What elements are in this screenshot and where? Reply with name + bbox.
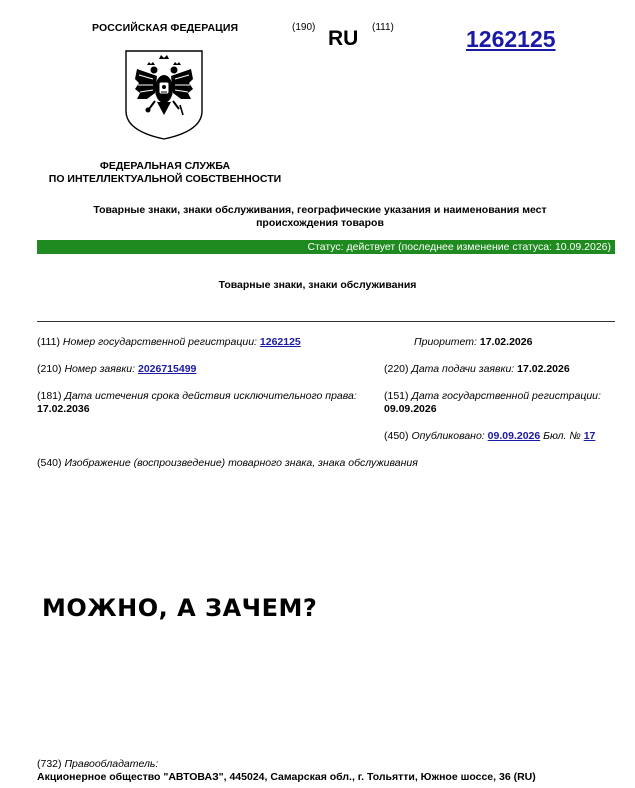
trademark-image-text: МОЖНО, А ЗАЧЕМ? xyxy=(42,594,318,622)
field-label: Номер заявки: xyxy=(64,363,136,375)
field-code: (220) xyxy=(384,363,409,375)
russian-coat-of-arms-icon xyxy=(123,49,205,141)
application-number-link[interactable]: 2026715499 xyxy=(137,363,197,375)
field-label: Номер государственной регистрации: xyxy=(62,336,257,348)
field-732-rightholder xyxy=(37,758,158,771)
field-label: Дата государственной регистрации: xyxy=(411,390,601,402)
field-value: 17.02.2036 xyxy=(37,403,90,415)
field-label: Опубликовано: xyxy=(411,430,485,442)
status-bar xyxy=(37,240,615,254)
field-151-registration-date xyxy=(384,390,619,416)
document-title xyxy=(60,204,580,230)
code-190: (190) xyxy=(292,22,316,33)
field-code: (151) xyxy=(384,390,409,402)
field-code: (450) xyxy=(384,430,409,442)
field-label: Приоритет: xyxy=(414,336,477,348)
document-title-line-1: Товарные знаки, знаки обслуживания, географические указания и наименования мест xyxy=(93,204,547,216)
divider xyxy=(37,321,615,322)
bulletin-label: Бюл. № xyxy=(543,430,581,442)
bulletin-number-link[interactable]: 17 xyxy=(583,430,596,442)
code-111-header: (111) xyxy=(372,22,394,33)
field-label: Правообладатель: xyxy=(64,758,159,770)
field-code: (210) xyxy=(37,363,62,375)
field-code: (181) xyxy=(37,390,62,402)
country-code: RU xyxy=(328,27,359,50)
field-450-published xyxy=(384,430,595,443)
field-priority xyxy=(414,336,532,349)
field-label: Дата истечения срока действия исключительного права: xyxy=(64,390,357,402)
status-text: Статус: действует (последнее изменение статуса: 10.09.2026) xyxy=(307,241,611,253)
field-540-image xyxy=(37,457,418,470)
field-code: (111) xyxy=(37,336,60,348)
section-title: Товарные знаки, знаки обслуживания xyxy=(218,279,417,291)
field-210-application-number xyxy=(37,363,196,376)
agency-line-1: ФЕДЕРАЛЬНАЯ СЛУЖБА xyxy=(99,160,231,172)
agency-name xyxy=(40,160,290,186)
field-111-registration-number xyxy=(37,336,301,349)
rightholder-value: Акционерное общество "АВТОВАЗ", 445024, Самарская обл., г. Тольятти, Южное шоссе, 36 (RU) xyxy=(37,771,536,783)
country-name: РОССИЙСКАЯ ФЕДЕРАЦИЯ xyxy=(92,22,239,34)
registration-number-link[interactable]: 1262125 xyxy=(466,26,556,52)
field-label: Изображение (воспроизведение) товарного знака, знака обслуживания xyxy=(64,457,418,469)
field-value: 17.02.2026 xyxy=(517,363,570,375)
field-value: 09.09.2026 xyxy=(384,403,437,415)
document-title-line-2: происхождения товаров xyxy=(256,217,384,229)
field-value: 17.02.2026 xyxy=(479,336,533,348)
field-code: (540) xyxy=(37,457,62,469)
field-220-filing-date xyxy=(384,363,570,376)
publication-date-link[interactable]: 09.09.2026 xyxy=(487,430,541,442)
agency-line-2: ПО ИНТЕЛЛЕКТУАЛЬНОЙ СОБСТВЕННОСТИ xyxy=(48,173,282,185)
field-code: (732) xyxy=(37,758,62,770)
registration-number-value-link[interactable]: 1262125 xyxy=(259,336,301,348)
field-181-expiry-date xyxy=(37,390,382,416)
field-label: Дата подачи заявки: xyxy=(411,363,515,375)
